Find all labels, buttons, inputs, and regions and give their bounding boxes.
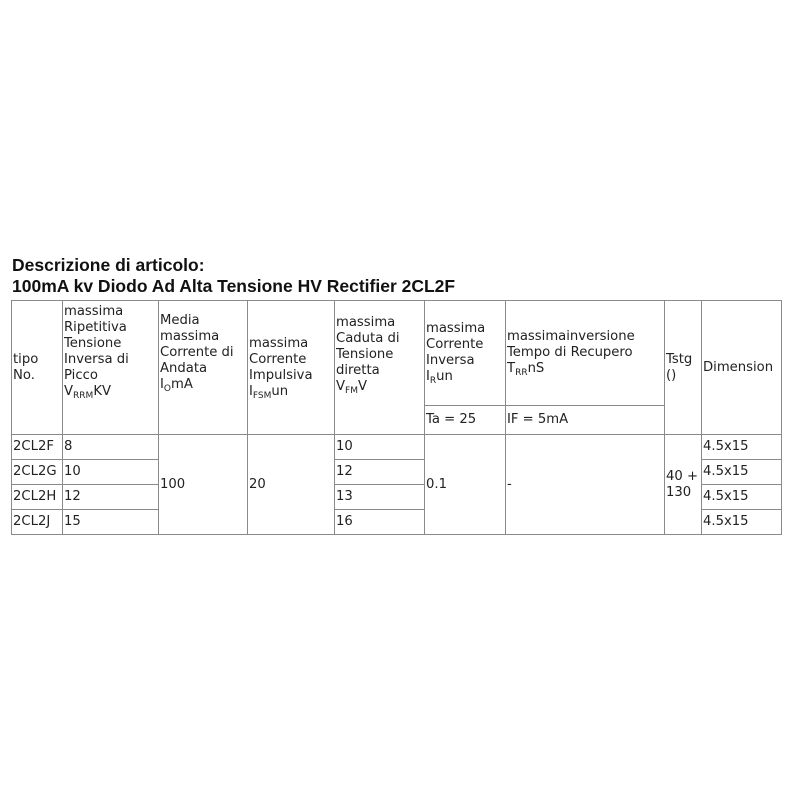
ir-subscript: R bbox=[429, 376, 437, 386]
tipo-cell: 2CL2G bbox=[12, 460, 63, 485]
dim-cell: 4.5x15 bbox=[702, 510, 782, 535]
trr-unit: nS bbox=[527, 361, 545, 376]
tipo-cell: 2CL2H bbox=[12, 485, 63, 510]
header-trr bbox=[506, 301, 665, 406]
trr-condition-label: IF = 5mA bbox=[507, 412, 569, 427]
vrrm-symbol: V bbox=[64, 384, 74, 399]
vrrm-cell: 12 bbox=[63, 485, 159, 510]
trr-cell: - bbox=[506, 435, 665, 535]
header-dimension bbox=[702, 301, 782, 435]
tstg-cell: 40 + 130 bbox=[665, 435, 702, 535]
product-title: 100mA kv Diodo Ad Alta Tensione HV Rectifier 2CL2F bbox=[12, 276, 456, 296]
header-ifsm bbox=[248, 301, 335, 435]
header-tstg-label: Tstg () bbox=[666, 351, 693, 383]
vrrm-cell: 15 bbox=[63, 510, 159, 535]
header-tipo-label: tipo No. bbox=[13, 351, 39, 383]
trr-subscript: RR bbox=[515, 368, 528, 378]
ifsm-symbol: I bbox=[249, 383, 253, 399]
description-label: Descrizione di articolo: bbox=[12, 255, 205, 275]
ir-unit: un bbox=[436, 369, 453, 384]
dim-cell: 4.5x15 bbox=[702, 460, 782, 485]
header-dimension-label: Dimension bbox=[703, 359, 774, 375]
vrrm-cell: 10 bbox=[63, 460, 159, 485]
vfm-cell: 13 bbox=[335, 485, 425, 510]
ir-condition-label: Ta = 25 bbox=[426, 412, 477, 427]
io-subscript: O bbox=[163, 384, 171, 394]
io-unit: mA bbox=[170, 377, 193, 392]
header-tipo bbox=[12, 301, 63, 435]
vrrm-unit: KV bbox=[93, 384, 111, 399]
header-vrrm-label: massima Ripetitiva Tensione Inversa di Picco bbox=[64, 304, 129, 383]
ifsm-cell: 20 bbox=[248, 435, 335, 535]
header-vrrm bbox=[63, 301, 159, 435]
spec-table bbox=[11, 300, 782, 535]
header-row bbox=[12, 301, 782, 406]
vfm-cell: 12 bbox=[335, 460, 425, 485]
ifsm-unit: un bbox=[271, 383, 289, 399]
header-io bbox=[159, 301, 248, 435]
header-ir-label: massima Corrente Inversa bbox=[426, 321, 486, 368]
vrrm-subscript: RRM bbox=[73, 391, 94, 401]
ir-symbol: I bbox=[426, 369, 430, 384]
table-row bbox=[12, 435, 782, 460]
ir-cell: 0.1 bbox=[425, 435, 506, 535]
vfm-symbol: V bbox=[336, 379, 346, 394]
trr-symbol: T bbox=[507, 361, 516, 376]
header-vfm-label: massima Caduta di Tensione diretta bbox=[336, 315, 400, 378]
io-symbol: I bbox=[160, 377, 164, 392]
header-trr-label: massimainversione Tempo di Recupero bbox=[507, 329, 635, 360]
vfm-unit: V bbox=[357, 379, 368, 394]
dim-cell: 4.5x15 bbox=[702, 485, 782, 510]
vfm-cell: 10 bbox=[335, 435, 425, 460]
header-tstg bbox=[665, 301, 702, 435]
vfm-subscript: FM bbox=[345, 386, 358, 396]
trr-condition bbox=[506, 406, 665, 435]
header-io-label: Media massima Corrente di Andata bbox=[160, 313, 234, 376]
dim-cell: 4.5x15 bbox=[702, 435, 782, 460]
io-cell: 100 bbox=[159, 435, 248, 535]
header-vfm bbox=[335, 301, 425, 435]
header-ir bbox=[425, 301, 506, 406]
header-ifsm-label: massima Corrente Impulsiva bbox=[249, 335, 313, 383]
tipo-cell: 2CL2F bbox=[12, 435, 63, 460]
vrrm-cell: 8 bbox=[63, 435, 159, 460]
description-heading bbox=[12, 255, 455, 297]
vfm-cell: 16 bbox=[335, 510, 425, 535]
ifsm-subscript: FSM bbox=[252, 390, 272, 401]
tipo-cell: 2CL2J bbox=[12, 510, 63, 535]
ir-condition bbox=[425, 406, 506, 435]
